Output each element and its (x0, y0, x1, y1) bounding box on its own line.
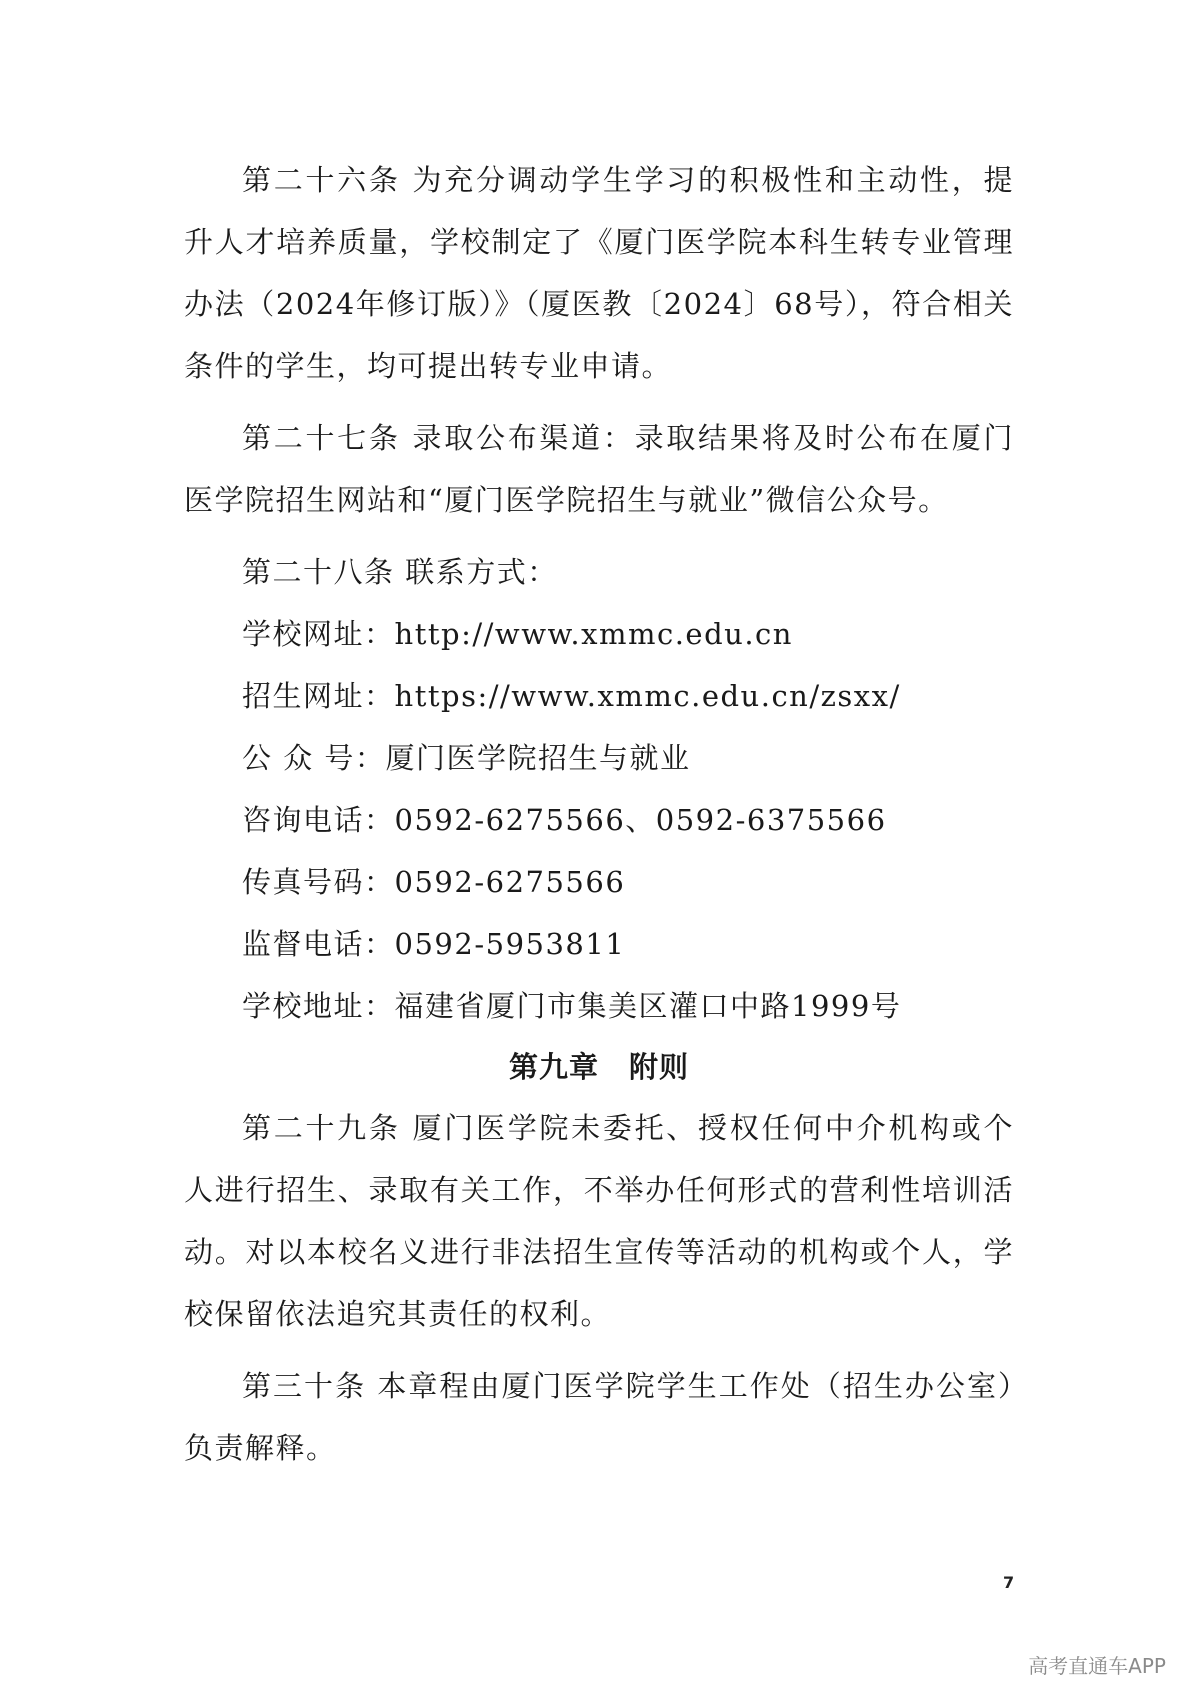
contact-label: 学校地址： (242, 989, 395, 1023)
document-body (184, 149, 1014, 1489)
contact-value: https://www.xmmc.edu.cn/zsxx/ (394, 679, 901, 713)
contact-wechat-account (184, 727, 1014, 789)
contact-fax (184, 851, 1014, 913)
article-27: 第二十七条 录取公布渠道：录取结果将及时公布在厦门医学院招生网站和“厦门医学院招生与就业”微信公众号。 (184, 421, 1014, 517)
contact-phone (184, 789, 1014, 851)
contact-label: 传真号码： (242, 865, 395, 899)
article-28: 第二十八条 联系方式： (242, 555, 558, 589)
contact-label: 监督电话： (242, 927, 395, 961)
contact-label: 招生网址： (242, 679, 395, 713)
contact-address (184, 975, 1014, 1037)
contact-label: 公 众 号： (242, 741, 386, 775)
contact-supervision-phone (184, 913, 1014, 975)
article-26: 第二十六条 为充分调动学生学习的积极性和主动性，提升人才培养质量，学校制定了《厦门医学院本科生转专业管理办法（2024年修订版）》（厦医教〔2024〕68号），符合相关条件的学生，均可提出转专业申请。 (184, 163, 1014, 383)
contact-value: 厦门医学院招生与就业 (385, 741, 691, 775)
contact-value: 0592-6275566 (394, 865, 626, 899)
contact-value: 福建省厦门市集美区灌口中路1999号 (394, 989, 902, 1023)
article-30: 第三十条 本章程由厦门医学院学生工作处（招生办公室）负责解释。 (184, 1369, 1014, 1465)
contact-label: 咨询电话： (242, 803, 395, 837)
contact-label: 学校网址： (242, 617, 395, 651)
contact-value: http://www.xmmc.edu.cn (394, 617, 793, 651)
contact-admission-website (184, 665, 1014, 727)
watermark: 高考直通车APP (1028, 1654, 1166, 1678)
contact-website (184, 603, 1014, 665)
chapter-heading: 第九章 附则 (508, 1050, 689, 1084)
contact-value: 0592-5953811 (394, 927, 626, 961)
page-number: 7 (1003, 1573, 1015, 1592)
contact-value: 0592-6275566、0592-6375566 (394, 803, 887, 837)
article-29: 第二十九条 厦门医学院未委托、授权任何中介机构或个人进行招生、录取有关工作，不举办任何形式的营利性培训活动。对以本校名义进行非法招生宣传等活动的机构或个人，学校保留依法追究其责任的权利。 (184, 1111, 1014, 1331)
